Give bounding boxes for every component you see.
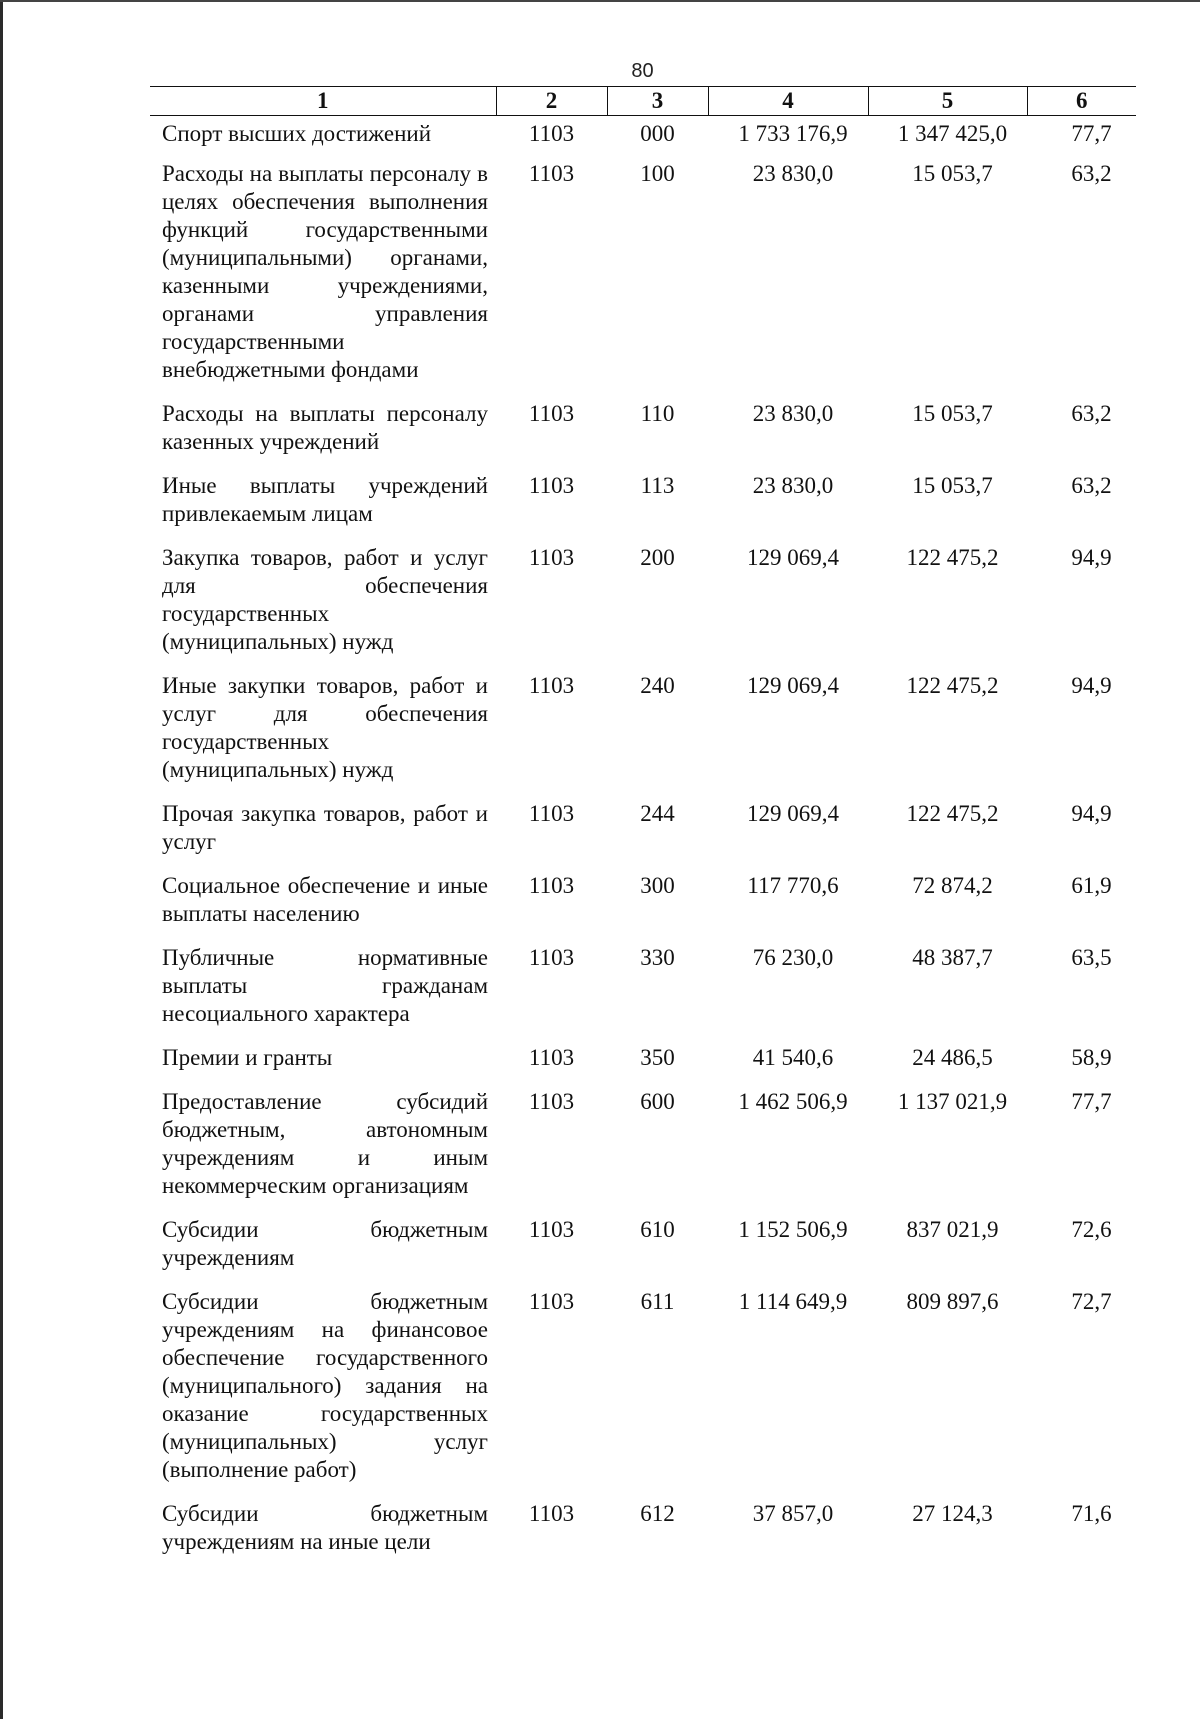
row-percent: 77,7 — [1071, 1089, 1112, 1114]
row-percent: 72,6 — [1071, 1217, 1112, 1242]
table-row — [150, 1088, 1136, 1216]
row-expense-code: 200 — [640, 545, 675, 570]
row-expense-code: 244 — [640, 801, 675, 826]
row-plan-value: 117 770,6 — [747, 873, 839, 898]
column-header-1: 1 — [150, 87, 496, 116]
row-percent: 63,2 — [1071, 401, 1112, 426]
table-row — [150, 116, 1136, 161]
row-percent: 71,6 — [1071, 1501, 1112, 1526]
table-row — [150, 1216, 1136, 1288]
row-section-code: 1103 — [528, 1289, 575, 1314]
row-name: Расходы на выплаты персоналу казенных учреждений — [162, 401, 488, 454]
row-section-code: 1103 — [528, 873, 575, 898]
table-row — [150, 800, 1136, 872]
row-actual-value: 122 475,2 — [906, 801, 999, 826]
table-row — [150, 472, 1136, 544]
row-name: Предоставление субсидий бюджетным, автономным учреждениям и иным некоммерческим организациям — [162, 1089, 488, 1198]
row-plan-value: 76 230,0 — [752, 945, 834, 970]
column-header-3: 3 — [607, 87, 708, 116]
row-section-code: 1103 — [528, 401, 575, 426]
table-row — [150, 1288, 1136, 1500]
row-percent: 58,9 — [1071, 1045, 1112, 1070]
column-header-6: 6 — [1027, 87, 1136, 116]
row-actual-value: 72 874,2 — [912, 873, 993, 898]
row-section-code: 1103 — [528, 473, 575, 498]
row-section-code: 1103 — [528, 1089, 575, 1114]
row-name: Расходы на выплаты персоналу в целях обеспечения выполнения функций государственными (муниципальными) органами, казенными учреждениями, органами управления государственными внебюджетными фондами — [162, 161, 488, 382]
row-percent: 63,2 — [1071, 161, 1112, 186]
row-plan-value: 23 830,0 — [752, 161, 834, 186]
row-actual-value: 809 897,6 — [906, 1289, 999, 1314]
row-actual-value: 24 486,5 — [912, 1045, 993, 1070]
row-actual-value: 27 124,3 — [912, 1501, 993, 1526]
row-name: Иные закупки товаров, работ и услуг для обеспечения государственных (муниципальных) нужд — [162, 673, 488, 782]
row-plan-value: 1 462 506,9 — [738, 1089, 848, 1114]
row-percent: 63,5 — [1071, 945, 1112, 970]
header-row — [150, 87, 1136, 116]
page-number: 80 — [631, 60, 654, 82]
row-section-code: 1103 — [528, 945, 575, 970]
row-expense-code: 612 — [640, 1501, 675, 1526]
row-name: Субсидии бюджетным учреждениям на финансовое обеспечение государственного (муниципального) задания на оказание государственных (муниципальных) услуг (выполнение работ) — [162, 1289, 488, 1482]
row-plan-value: 23 830,0 — [752, 473, 834, 498]
row-expense-code: 600 — [640, 1089, 675, 1114]
row-expense-code: 330 — [640, 945, 675, 970]
column-header-2: 2 — [496, 87, 607, 116]
table-body — [150, 116, 1136, 1573]
row-percent: 61,9 — [1071, 873, 1112, 898]
row-percent: 94,9 — [1071, 801, 1112, 826]
row-plan-value: 1 114 649,9 — [738, 1289, 848, 1314]
table-row — [150, 672, 1136, 800]
row-plan-value: 129 069,4 — [747, 673, 839, 698]
row-actual-value: 1 137 021,9 — [897, 1089, 1008, 1114]
row-actual-value: 122 475,2 — [906, 545, 999, 570]
row-actual-value: 15 053,7 — [912, 473, 993, 498]
row-name: Прочая закупка товаров, работ и услуг — [162, 801, 488, 854]
budget-table — [150, 86, 1136, 1572]
row-percent: 72,7 — [1071, 1289, 1112, 1314]
row-percent: 94,9 — [1071, 545, 1112, 570]
row-plan-value: 41 540,6 — [752, 1045, 834, 1070]
row-expense-code: 300 — [640, 873, 675, 898]
row-section-code: 1103 — [528, 673, 575, 698]
row-section-code: 1103 — [528, 1501, 575, 1526]
row-section-code: 1103 — [528, 161, 575, 186]
row-expense-code: 000 — [640, 121, 675, 146]
row-percent: 94,9 — [1071, 673, 1112, 698]
row-plan-value: 37 857,0 — [752, 1501, 834, 1526]
scan-edge-top — [0, 0, 1200, 2]
row-percent: 63,2 — [1071, 473, 1112, 498]
row-expense-code: 611 — [640, 1289, 675, 1314]
row-section-code: 1103 — [528, 1045, 575, 1070]
row-name: Субсидии бюджетным учреждениям — [162, 1217, 488, 1270]
row-actual-value: 48 387,7 — [912, 945, 993, 970]
table-row — [150, 944, 1136, 1044]
scan-edge-left — [0, 0, 3, 1719]
row-expense-code: 610 — [640, 1217, 675, 1242]
row-plan-value: 1 152 506,9 — [738, 1217, 848, 1242]
table-row — [150, 1044, 1136, 1088]
row-expense-code: 110 — [640, 401, 675, 426]
row-section-code: 1103 — [528, 801, 575, 826]
table-row — [150, 400, 1136, 472]
row-expense-code: 100 — [640, 161, 675, 186]
row-section-code: 1103 — [528, 545, 575, 570]
row-name: Субсидии бюджетным учреждениям на иные цели — [162, 1501, 488, 1554]
table-header — [150, 87, 1136, 116]
table-row — [150, 872, 1136, 944]
row-plan-value: 1 733 176,9 — [738, 121, 848, 146]
row-name: Премии и гранты — [162, 1045, 333, 1070]
row-actual-value: 15 053,7 — [912, 161, 993, 186]
table-row — [150, 544, 1136, 672]
row-name: Закупка товаров, работ и услуг для обеспечения государственных (муниципальных) нужд — [162, 545, 488, 654]
row-plan-value: 23 830,0 — [752, 401, 834, 426]
row-name: Публичные нормативные выплаты гражданам несоциального характера — [162, 945, 488, 1026]
column-header-4: 4 — [708, 87, 868, 116]
column-header-5: 5 — [868, 87, 1027, 116]
row-expense-code: 113 — [640, 473, 675, 498]
row-plan-value: 129 069,4 — [747, 801, 839, 826]
row-actual-value: 1 347 425,0 — [897, 121, 1008, 146]
table-row — [150, 1500, 1136, 1572]
row-section-code: 1103 — [528, 121, 575, 146]
row-actual-value: 837 021,9 — [906, 1217, 999, 1242]
row-expense-code: 350 — [640, 1045, 675, 1070]
row-name: Спорт высших достижений — [162, 121, 432, 146]
row-name: Иные выплаты учреждений привлекаемым лицам — [162, 473, 488, 526]
row-expense-code: 240 — [640, 673, 675, 698]
row-name: Социальное обеспечение и иные выплаты населению — [162, 873, 488, 926]
row-actual-value: 122 475,2 — [906, 673, 999, 698]
row-actual-value: 15 053,7 — [912, 401, 993, 426]
row-section-code: 1103 — [528, 1217, 575, 1242]
table-row — [150, 160, 1136, 400]
row-plan-value: 129 069,4 — [747, 545, 839, 570]
row-percent: 77,7 — [1071, 121, 1112, 146]
